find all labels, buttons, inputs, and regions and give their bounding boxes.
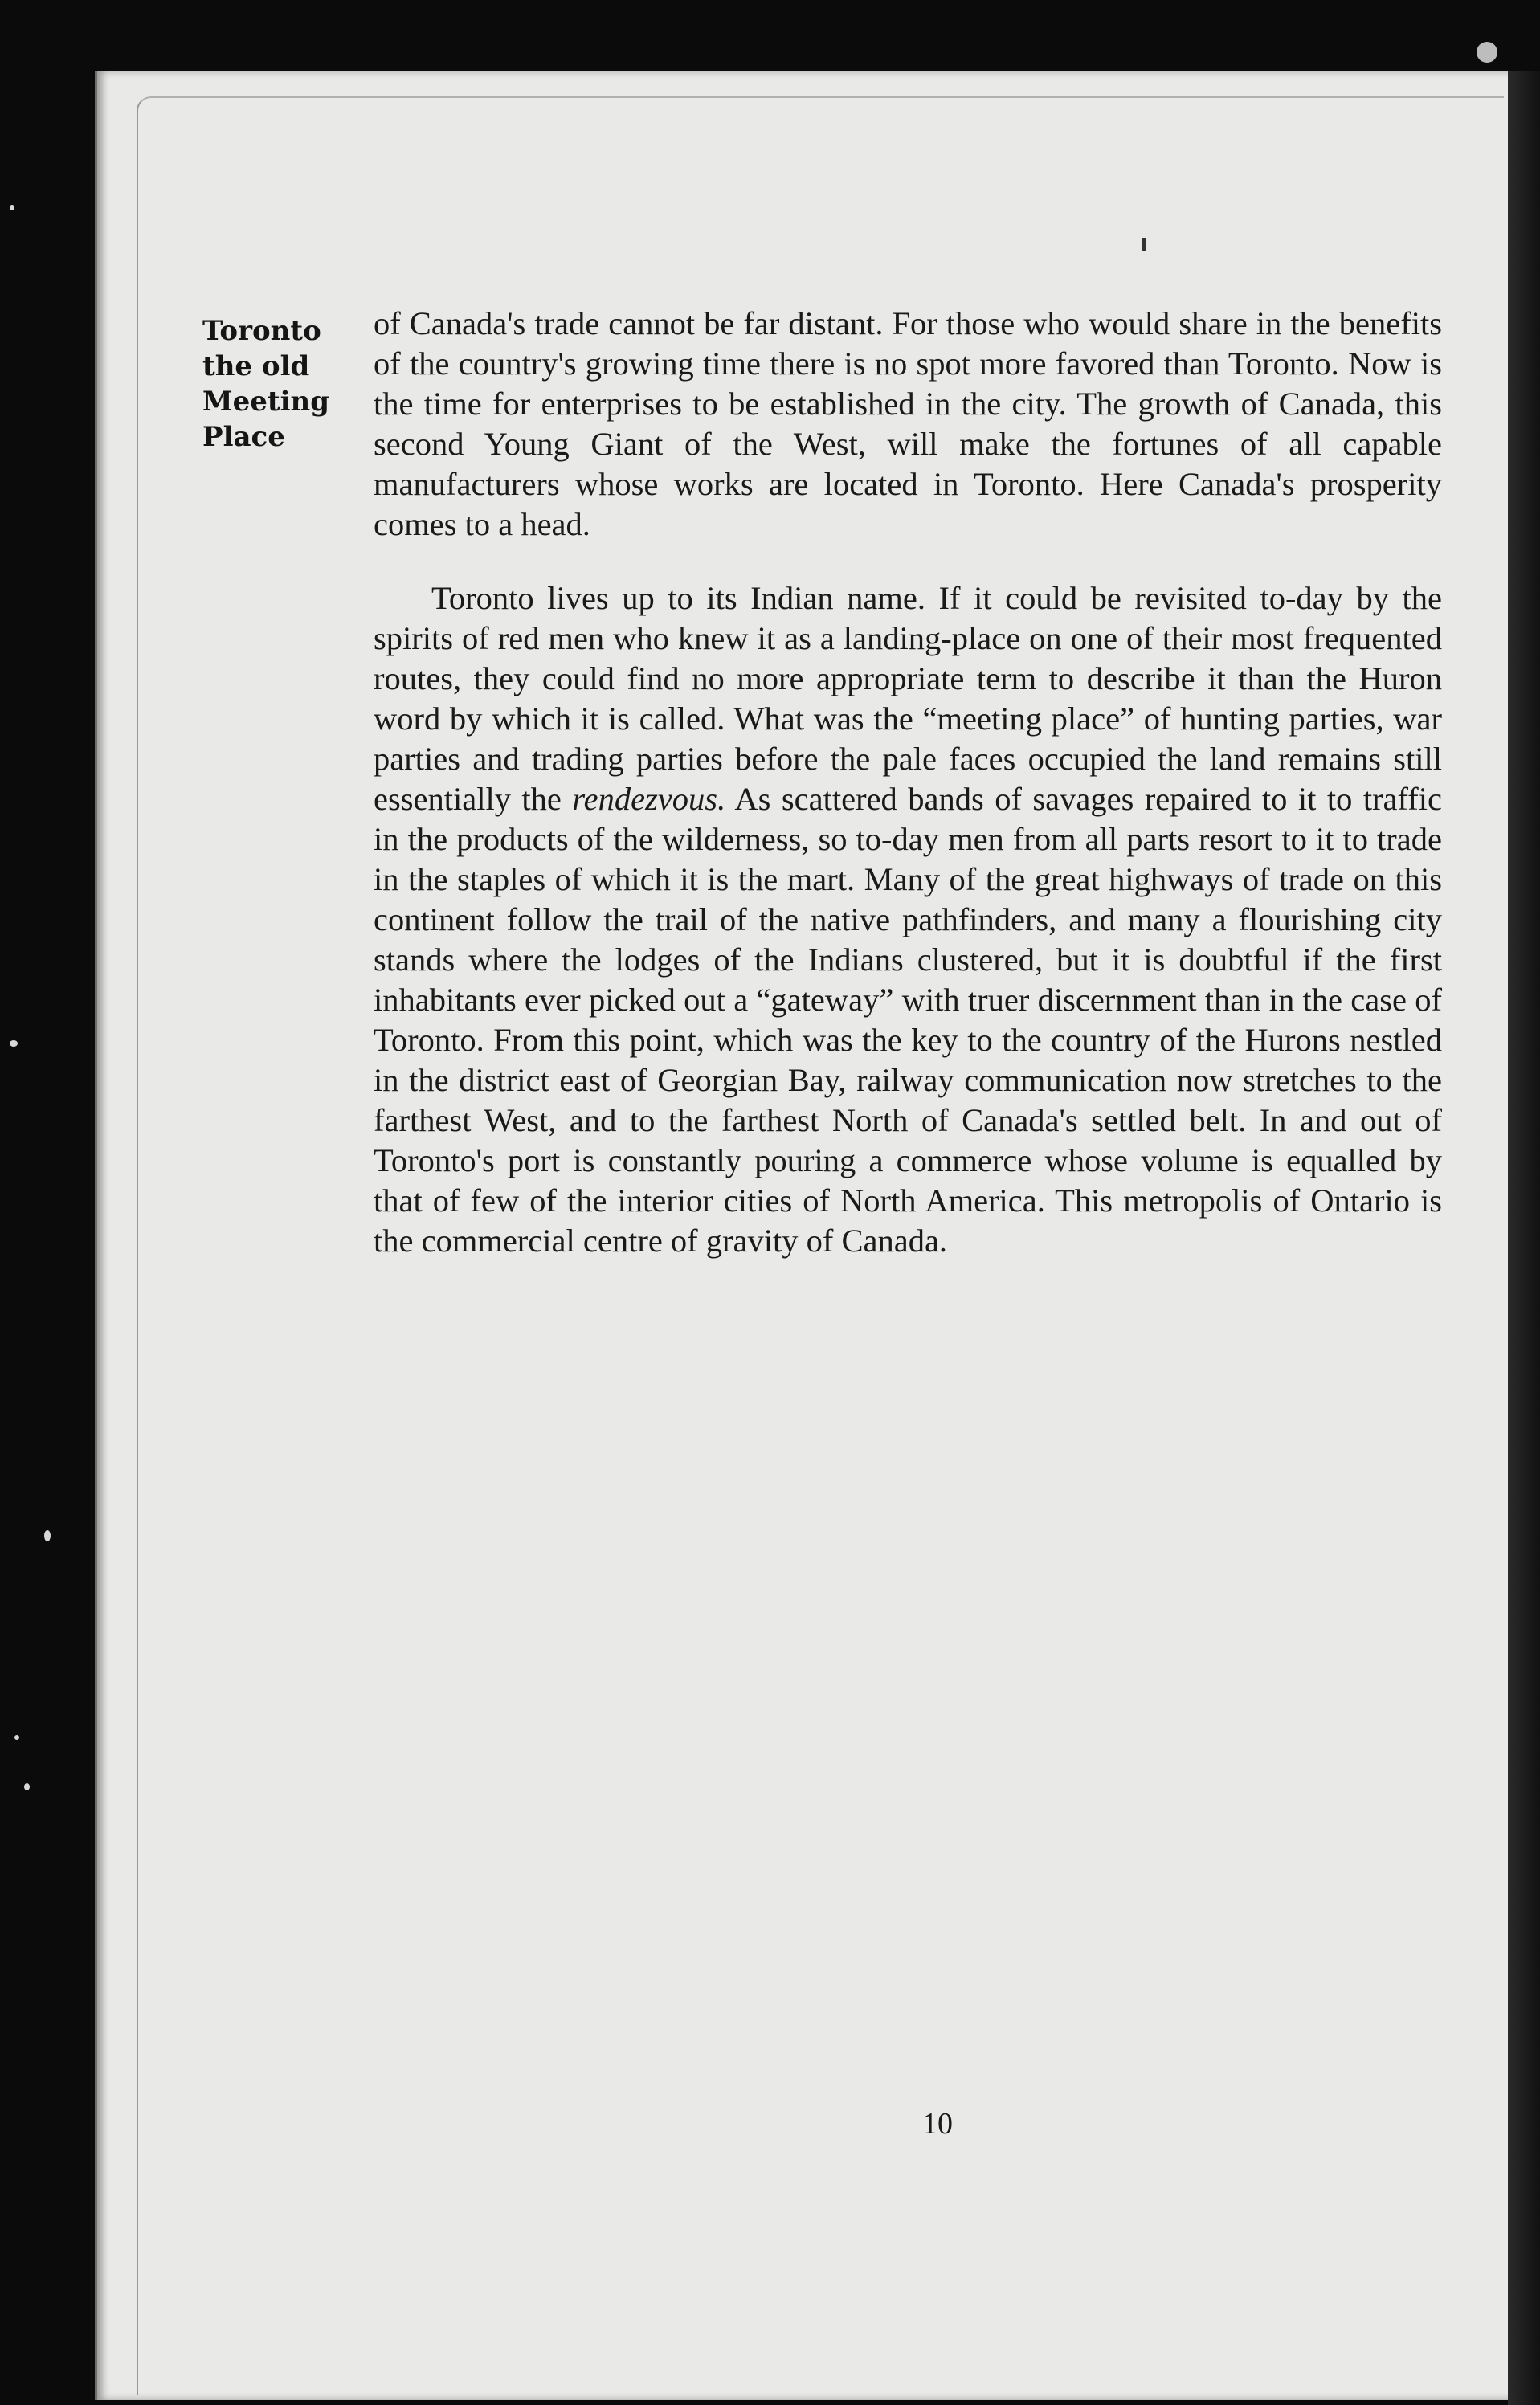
paragraph-2 (374, 578, 1442, 1261)
scan-speck (24, 1783, 30, 1790)
scan-speck (14, 1735, 19, 1740)
sidenote-line: Meeting (202, 386, 330, 418)
page-binding-edge (1508, 71, 1540, 2405)
paragraph-2-text-before: Toronto lives up to its Indian name. If it could be revisited to-day by the spirits of red men who knew it as a landing-place on one of their most frequented routes, they could find no more appropriate term to describe it than the Huron word by which it is called. What was the “meeting place” of hunting parties, war parties and trading parties before the pale faces occupied the land remains still essentially the (374, 580, 1442, 817)
paragraph-1: of Canada's trade cannot be far distant. For those who would share in the benefits of the country's growing time there is no spot more favored than Toronto. Now is the time for enterprises to be established in the city. The growth of Canada, this second Young Giant of the West, will make the fortunes of all capable manufacturers whose works are located in Toronto. Here Canada's prosperity comes to a head. (374, 305, 1442, 542)
body-text (374, 304, 1442, 1261)
scan-speck (10, 205, 14, 210)
italic-word-rendezvous: rendezvous. (572, 781, 726, 817)
paragraph-2-text-after: As scattered bands of savages repaired to it to traffic in the products of the wilderness, so to-day men from all parts resort to it to trade in the staples of which it is the mart. Many of the great highways of trade on this continent follow the trail of the native pathfinders, and many a flourishing city stands where the lodges of the Indians clustered, but it is doubtful if the first inhabitants ever picked out a “gateway” with truer discernment than in the case of Toronto. From this point, which was the key to the country of the Hurons nestled in the district east of Georgian Bay, railway communication now stretches to the farthest West, and to the farthest North of Canada's settled belt. In and out of Toronto's port is constantly pouring a commerce whose volume is equalled by that of few of the interior cities of North America. This metropolis of Ontario is the commercial centre of gravity of Canada. (374, 781, 1442, 1259)
page-number: 10 (922, 2107, 953, 2141)
scan-speck (1477, 42, 1497, 63)
scan-speck (10, 1040, 18, 1047)
sidenote-line: Place (202, 421, 285, 453)
scan-speck (44, 1530, 51, 1541)
margin-sidenote (202, 313, 331, 455)
sidenote-line: the old (202, 350, 310, 382)
sidenote-line: Toronto (202, 315, 321, 347)
print-mark (1142, 238, 1146, 251)
